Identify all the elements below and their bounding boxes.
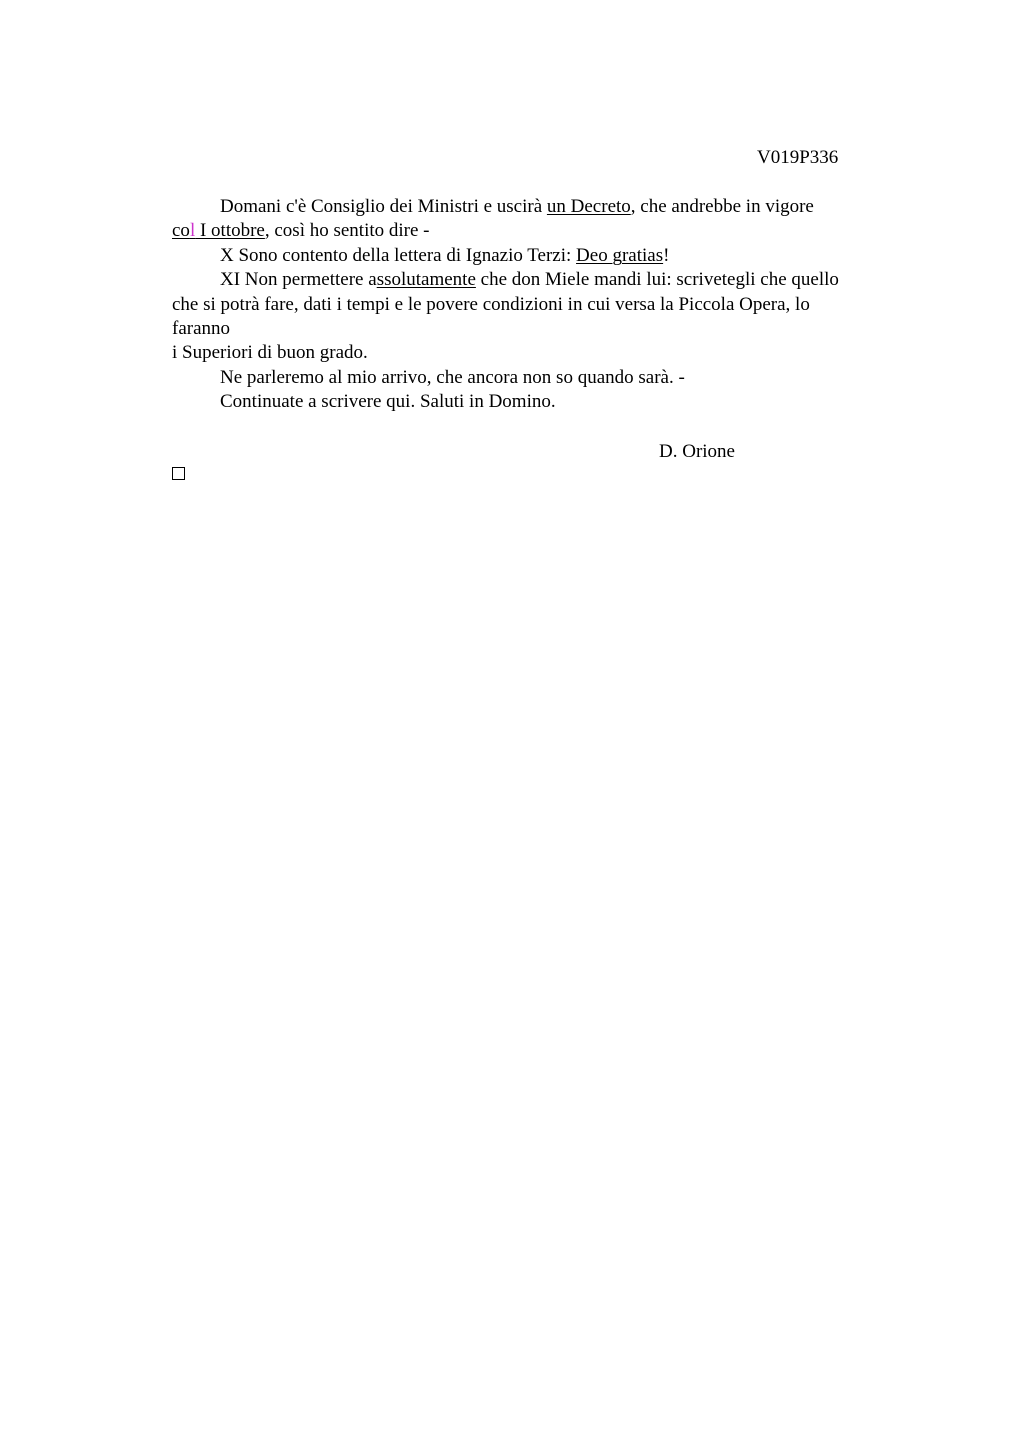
underlined-text: ssolutamente bbox=[376, 269, 476, 291]
highlighted-letter: l bbox=[189, 220, 196, 242]
paragraph-3-line-4: i Superiori di buon grado. bbox=[172, 342, 368, 364]
text-run: ! bbox=[663, 244, 670, 266]
reference-code: V019P336 bbox=[757, 147, 839, 168]
paragraph-4: Ne parleremo al mio arrivo, che ancora non so quando sarà. - bbox=[220, 366, 685, 388]
text-run: XI Non permettere a bbox=[220, 269, 377, 291]
underlined-text: un Decreto bbox=[546, 196, 631, 217]
paragraph-3-line-3: faranno bbox=[172, 317, 231, 339]
paragraph-1-line-1 bbox=[172, 195, 932, 219]
text-run: co bbox=[172, 220, 190, 242]
underlined-text bbox=[172, 220, 265, 241]
paragraph-5: Continuate a scrivere qui. Saluti in Domino. bbox=[220, 391, 556, 413]
checkbox-square-icon bbox=[172, 467, 185, 480]
paragraph-3-line-2: che si potrà fare, dati i tempi e le povere condizioni in cui versa la Piccola Opera, lo bbox=[172, 293, 810, 315]
text-run: che don Miele mandi lui: scrivetegli che quello bbox=[475, 269, 839, 291]
letter-body bbox=[172, 195, 932, 415]
text-run: , che andrebbe in vigore bbox=[630, 196, 814, 217]
paragraph-2 bbox=[172, 244, 932, 268]
signature: D. Orione bbox=[659, 441, 735, 462]
underlined-text: Deo gratias bbox=[576, 244, 664, 266]
paragraph-1-line-2 bbox=[172, 219, 932, 243]
text-run: I ottobre bbox=[195, 220, 265, 242]
text-run: X Sono contento della lettera di Ignazio Terzi: bbox=[220, 244, 577, 266]
text-run: , così ho sentito dire - bbox=[264, 220, 430, 242]
text-run: Domani c'è Consiglio dei Ministri e uscirà bbox=[220, 196, 547, 217]
paragraph-3-line-1 bbox=[172, 268, 932, 292]
